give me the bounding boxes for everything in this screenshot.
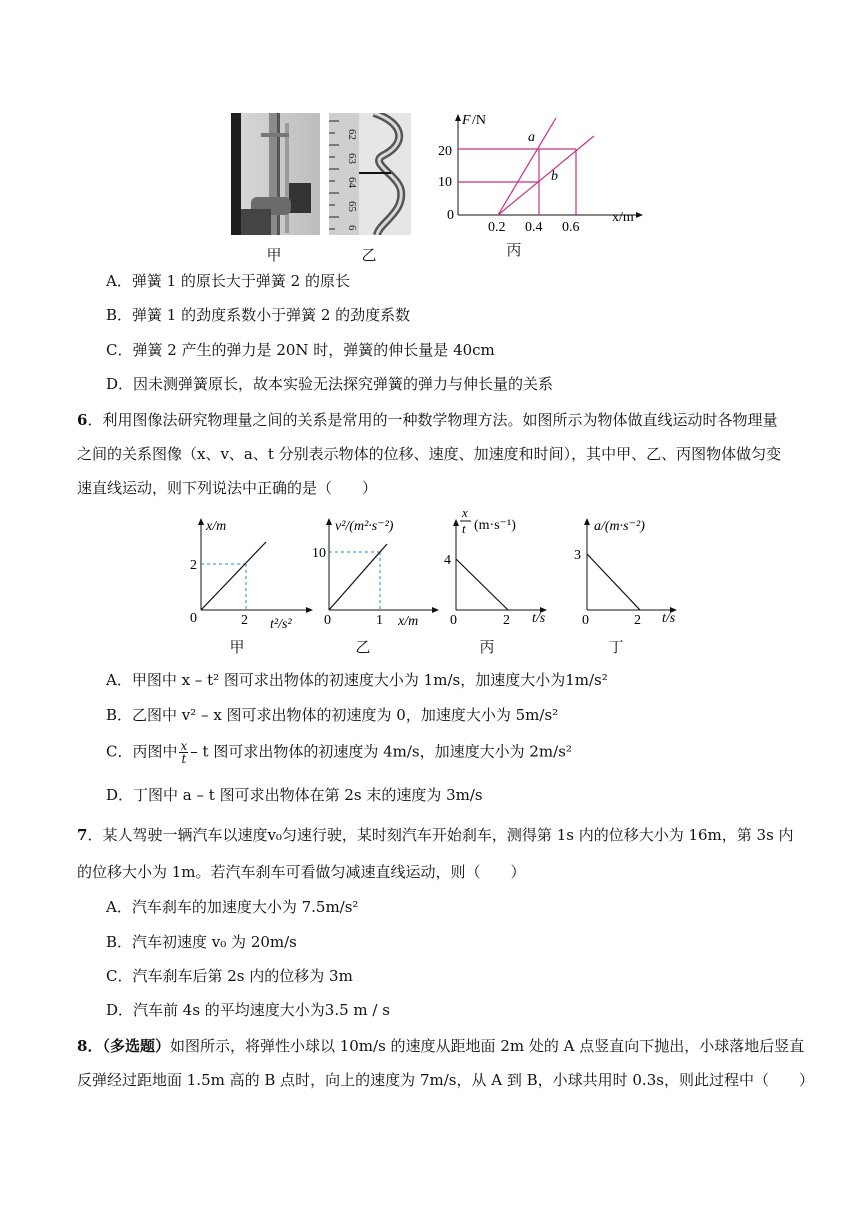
q7-option-a: A．汽车刹车的加速度大小为 7.5m/s²: [106, 898, 359, 916]
graph-f-xtick-0.6: 0.6: [562, 220, 580, 235]
graph-yi-line: [329, 544, 387, 610]
ruler-tick-6: 6: [346, 225, 358, 231]
q8-number: 8: [77, 1037, 88, 1055]
caption-jia: 甲: [266, 246, 282, 264]
graph-f-origin: 0: [447, 208, 454, 223]
photo-jia: [231, 113, 320, 235]
graph-jia-line: [201, 542, 266, 610]
q7-line1: 7．某人驾驶一辆汽车以速度v₀匀速行驶，某时刻汽车开始刹车，测得第 1s 内的位移大小为 16m，第 3s 内: [77, 826, 794, 844]
q6-line1: 6．利用图像法研究物理量之间的关系是常用的一种数学物理方法。如图所示为物体做直线运动时各物理量: [77, 411, 778, 429]
graph-ding: [570, 510, 690, 642]
q5-option-b: B．弹簧 1 的劲度系数小于弹簧 2 的劲度系数: [106, 306, 411, 324]
graph-bing-line: [456, 559, 508, 610]
graph-ding-caption: 丁: [608, 638, 624, 656]
graph-yi-xlabel: x/m: [398, 614, 419, 629]
graph-jia-origin: 0: [190, 611, 197, 626]
q6-option-c: C．丙图中 $\frac{x}{t}$ – t 图可求出物体的初速度为 4m/s，加速度大小为 2m/s²: [106, 739, 572, 766]
graph-f-x: [436, 108, 656, 238]
graph-bing-origin: 0: [450, 613, 457, 628]
ruler-tick-64: 64: [346, 177, 358, 188]
graph-yi-xtick: 1: [376, 613, 383, 628]
graph-ding-xtick: 2: [634, 613, 641, 628]
q6-number: 6: [77, 411, 88, 429]
q6-option-c-fraction: $\frac{x}{t}$: [180, 739, 188, 766]
q6-option-b: B．乙图中 v² – x 图可求出物体的初速度为 0，加速度大小为 5m/s²: [106, 706, 559, 724]
graph-bing-caption: 丙: [479, 638, 495, 656]
q6-option-a: A．甲图中 x – t² 图可求出物体的初速度大小为 1m/s，加速度大小为1m/s²: [106, 671, 608, 689]
graph-yi-caption: 乙: [355, 638, 371, 656]
q8-tag: ．（多选题）: [87, 1037, 170, 1055]
q7-number: 7: [77, 826, 88, 844]
photo-yi: [329, 113, 411, 235]
graph-yi-ytick: 10: [312, 546, 326, 561]
graph-bing-xlabel: t/s: [532, 611, 546, 626]
q8-line1: 8．（多选题）如图所示，将弹性小球以 10m/s 的速度从距地面 2m 处的 A 点竖直向下抛出，小球落地后竖直: [77, 1037, 805, 1055]
graph-f-ytick-10: 10: [438, 175, 452, 190]
caption-bing: 丙: [506, 241, 522, 259]
graph-f-xtick-0.4: 0.4: [525, 220, 543, 235]
graph-f-xtick-0.2: 0.2: [488, 220, 506, 235]
spring-line-a: [498, 118, 556, 215]
graph-ding-origin: 0: [582, 613, 589, 628]
graph-yi: [312, 512, 447, 642]
graph-f-xlabel: x/m: [612, 210, 634, 225]
q7-option-b: B．汽车初速度 v₀ 为 20m/s: [106, 933, 297, 951]
graph-bing-xtick: 2: [503, 613, 510, 628]
q5-option-d: D．因未测弹簧原长，故本实验无法探究弹簧的弹力与伸长量的关系: [106, 375, 554, 393]
q7-line2: 的位移大小为 1m。若汽车刹车可看做匀减速直线运动，则（ ）: [77, 863, 526, 881]
q5-option-c: C．弹簧 2 产生的弹力是 20N 时，弹簧的伸长量是 40cm: [106, 341, 495, 359]
q8-line2: 反弹经过距地面 1.5m 高的 B 点时，向上的速度为 7m/s，从 A 到 B，小球共用时 0.3s，则此过程中（ ）: [77, 1071, 814, 1089]
q5-option-a: A．弹簧 1 的原长大于弹簧 2 的原长: [106, 272, 350, 290]
graph-bing-ytick: 4: [444, 553, 451, 568]
graph-yi-origin: 0: [324, 613, 331, 628]
ruler-tick-65: 65: [346, 201, 358, 212]
ruler-tick-62: 62: [346, 129, 358, 140]
graph-f-ytick-20: 20: [438, 144, 452, 159]
q6-line3: 速直线运动，则下列说法中正确的是（ ）: [77, 479, 378, 497]
graph-jia: [188, 512, 318, 642]
q7-option-d: D．汽车前 4s 的平均速度大小为3.5 m / s: [106, 1001, 390, 1019]
graph-ding-line: [587, 554, 640, 610]
graph-jia-ytick: 2: [190, 558, 197, 573]
graph-ding-ylabel: a/(m·s⁻²): [594, 519, 645, 534]
graph-f-ylabel-var: F: [462, 113, 471, 128]
q6-option-d: D．丁图中 a – t 图可求出物体在第 2s 末的速度为 3m/s: [106, 786, 483, 804]
graph-jia-caption: 甲: [229, 638, 245, 656]
q7-option-c: C．汽车刹车后第 2s 内的位移为 3m: [106, 967, 353, 985]
graph-f-label-a: a: [528, 130, 535, 145]
graph-bing-ylabel-num: x: [462, 505, 468, 520]
graph-jia-xtick: 2: [241, 613, 248, 628]
graph-ding-xlabel: t/s: [662, 611, 676, 626]
graph-f-ylabel-unit: /N: [472, 113, 486, 128]
graph-bing: [440, 505, 560, 642]
graph-bing-ylabel-den: t: [462, 521, 466, 536]
graph-f-label-b: b: [551, 169, 558, 184]
caption-yi: 乙: [361, 246, 377, 264]
graph-ding-ytick: 3: [574, 548, 581, 563]
q6-line2: 之间的关系图像（x、v、a、t 分别表示物体的位移、速度、加速度和时间），其中甲、乙、丙图物体做匀变: [77, 445, 782, 463]
spring-line-b: [498, 136, 594, 215]
ruler-tick-63: 63: [346, 153, 358, 164]
graph-jia-xlabel: t²/s²: [270, 617, 292, 632]
graph-bing-ylabel-unit: (m·s⁻¹): [474, 518, 516, 533]
graph-jia-ylabel: x/m: [206, 519, 227, 534]
graph-yi-ylabel: v²/(m²·s⁻²): [335, 519, 394, 534]
